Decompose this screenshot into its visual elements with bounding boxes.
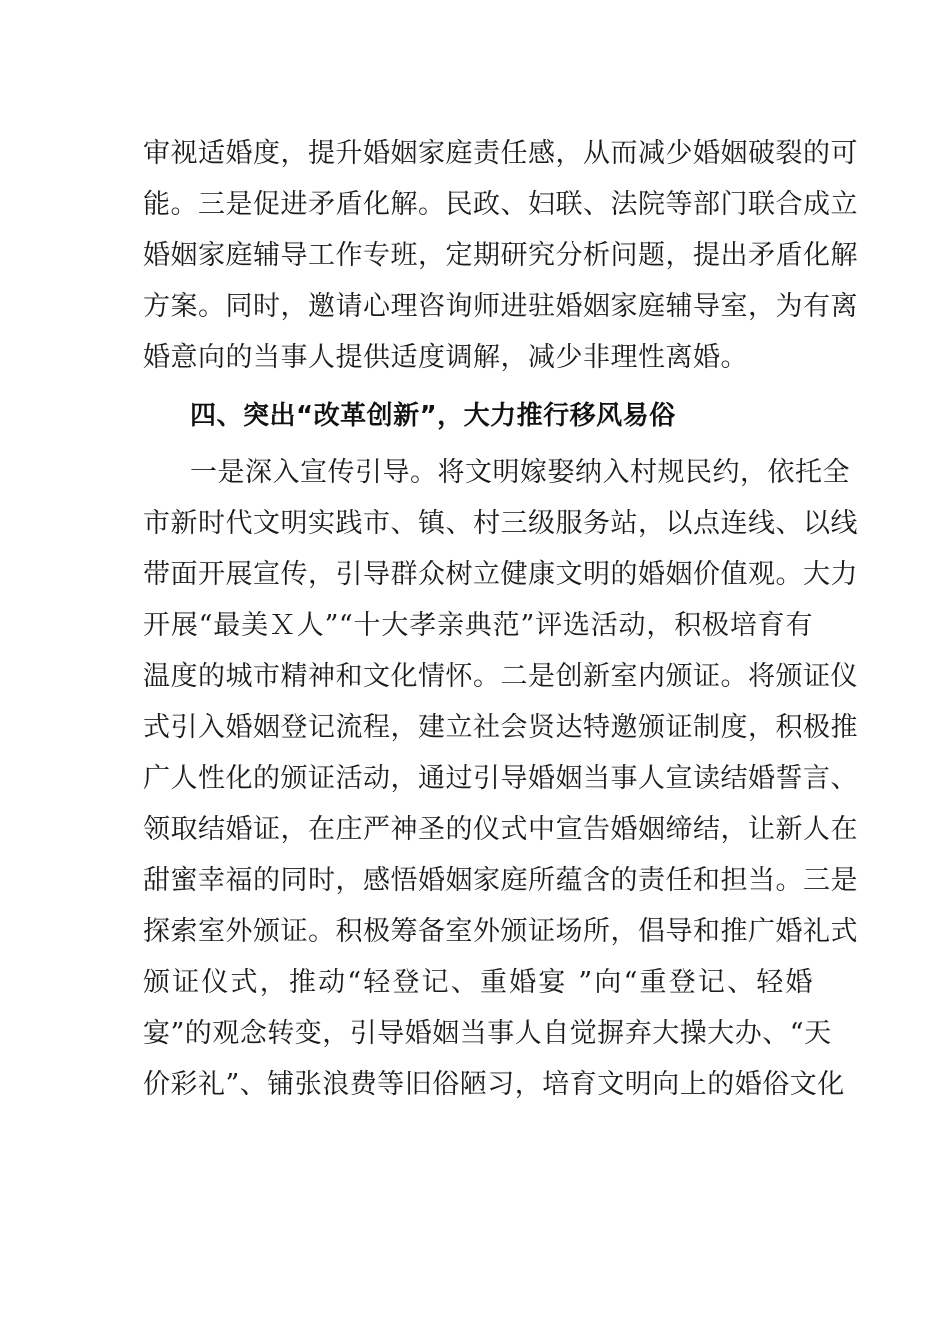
paragraph-line: 宴”的观念转变，引导婚姻当事人自觉摒弃大操大办、“天 — [143, 1018, 832, 1049]
section-heading: 四、突出“改革创新”，大力推行移风易俗 — [190, 401, 676, 431]
paragraph-line: 领取结婚证，在庄严神圣的仪式中宣告婚姻缔结，让新人在 — [143, 814, 858, 845]
paragraph-line: 式引入婚姻登记流程，建立社会贤达特邀颁证制度，积极推 — [143, 712, 858, 743]
paragraph-line: 广人性化的颁证活动，通过引导婚姻当事人宣读结婚誓言、 — [143, 763, 858, 794]
paragraph-line: 开展“最美Ｘ人”“十大孝亲典范”评选活动，积极培育有 — [143, 610, 813, 641]
paragraph-line: 甜蜜幸福的同时，感悟婚姻家庭所蕴含的责任和担当。三是 — [143, 865, 858, 896]
paragraph-line: 审视适婚度，提升婚姻家庭责任感，从而减少婚姻破裂的可 — [143, 138, 858, 169]
paragraph-line: 探索室外颁证。积极筹备室外颁证场所，倡导和推广婚礼式 — [143, 916, 858, 947]
paragraph-line: 方案。同时，邀请心理咨询师进驻婚姻家庭辅导室，为有离 — [143, 291, 858, 322]
paragraph-line: 带面开展宣传，引导群众树立健康文明的婚姻价值观。大力 — [143, 559, 858, 590]
paragraph-line: 温度的城市精神和文化情怀。二是创新室内颁证。将颁证仪 — [143, 661, 858, 692]
paragraph-line: 价彩礼”、铺张浪费等旧俗陋习，培育文明向上的婚俗文化 — [143, 1069, 845, 1100]
paragraph-line: 颁证仪式，推动“轻登记、重婚宴 ”向“重登记、轻婚 — [143, 967, 813, 998]
paragraph-line: 一是深入宣传引导。将文明嫁娶纳入村规民约，依托全 — [190, 457, 850, 488]
paragraph-line: 能。三是促进矛盾化解。民政、妇联、法院等部门联合成立 — [143, 189, 858, 220]
paragraph-line: 市新时代文明实践市、镇、村三级服务站，以点连线、以线 — [143, 508, 858, 539]
paragraph-line: 婚姻家庭辅导工作专班，定期研究分析问题，提出矛盾化解 — [143, 240, 858, 271]
paragraph-line: 婚意向的当事人提供适度调解，减少非理性离婚。 — [143, 342, 748, 373]
